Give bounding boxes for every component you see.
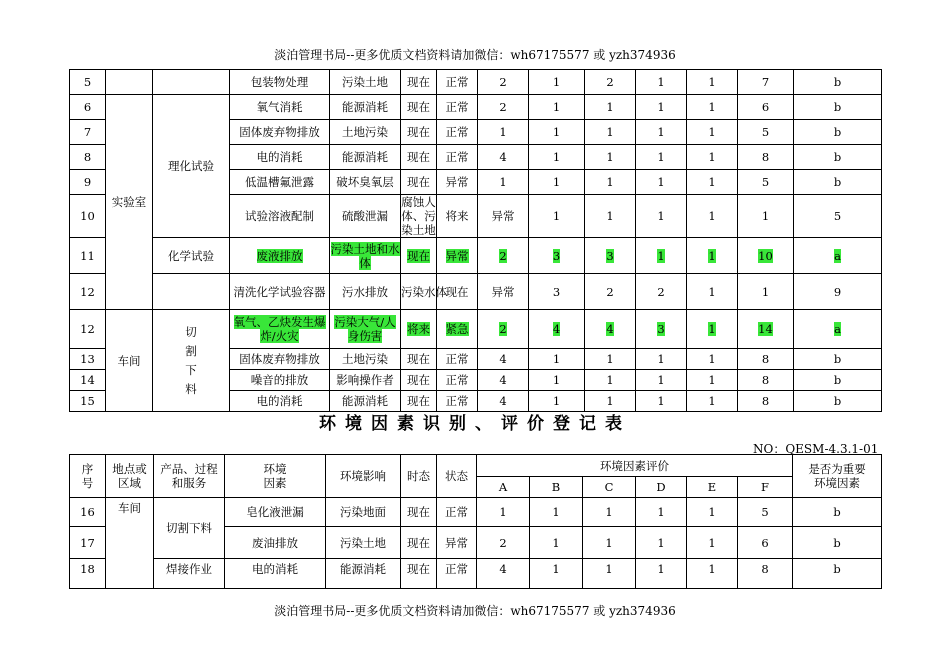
cell-impact xyxy=(330,310,401,349)
cell-b: 2 xyxy=(585,274,636,310)
cell-d: 1 xyxy=(636,527,687,559)
cell-d xyxy=(636,238,687,274)
cell-e: 1 xyxy=(687,145,738,170)
cell-f: 8 xyxy=(738,145,794,170)
cell-f: 6 xyxy=(738,95,794,120)
cell-impact: 土地污染 xyxy=(330,120,401,145)
cell-time: 现在 xyxy=(401,120,437,145)
cell-area-workshop: 车间 xyxy=(106,310,153,412)
cell-f: 5 xyxy=(794,195,882,238)
cell-no: 16 xyxy=(70,498,106,527)
header-col-f: F xyxy=(738,477,793,498)
highlight-text: 污染大气/人身伤害 xyxy=(334,315,396,343)
cell-b: 1 xyxy=(585,195,636,238)
cell-significant: b xyxy=(793,559,882,589)
highlight-text: 14 xyxy=(758,322,773,336)
cell-a: 4 xyxy=(478,145,529,170)
cell-f: 8 xyxy=(738,391,794,412)
cell-time: 将来 xyxy=(437,195,478,238)
cell-impact: 能源消耗 xyxy=(326,559,401,589)
cell-significant: b xyxy=(794,120,882,145)
cell-factor: 固体废弃物排放 xyxy=(230,349,330,370)
cell-process xyxy=(153,70,230,95)
cell-state: 异常 xyxy=(437,527,477,559)
cell-no: 10 xyxy=(70,195,106,238)
cell-a: 1 xyxy=(478,170,529,195)
cell-a: 1 xyxy=(529,195,585,238)
cell-state: 异常 xyxy=(437,170,478,195)
cell-f: 5 xyxy=(738,498,793,527)
cell-state: 正常 xyxy=(437,349,478,370)
table-row xyxy=(70,95,882,120)
header-col-e: E xyxy=(687,477,738,498)
header-area xyxy=(106,455,154,498)
cell-e: 1 xyxy=(687,170,738,195)
cell-impact: 污染土地 xyxy=(326,527,401,559)
highlight-text: 3 xyxy=(657,322,665,336)
cell-factor: 电的消耗 xyxy=(230,145,330,170)
cell-d: 1 xyxy=(636,349,687,370)
cell-c: 1 xyxy=(583,559,636,589)
process-char: 割 xyxy=(185,343,197,358)
cell-b: 1 xyxy=(530,498,583,527)
cell-state: 正常 xyxy=(437,498,477,527)
cell-impact: 污染地面 xyxy=(326,498,401,527)
highlight-text: 氧气、乙炔发生爆炸/火灾 xyxy=(233,315,326,343)
cell-impact: 腐蚀人体、污染土地 xyxy=(401,195,436,237)
process-char: 下 xyxy=(185,362,197,377)
cell-c xyxy=(585,310,636,349)
cell-process-physchem: 理化试验 xyxy=(153,95,230,238)
cell-e xyxy=(687,238,738,274)
cell-time: 现在 xyxy=(401,370,437,391)
highlight-text: a xyxy=(834,322,841,336)
cell-process-cutting xyxy=(153,310,230,412)
cell-e: 1 xyxy=(687,370,738,391)
header-impact: 环境影响 xyxy=(326,455,401,498)
highlight-text: 1 xyxy=(708,322,716,336)
header-text: 区域 xyxy=(118,476,141,490)
cell-factor: 硫酸泄漏 xyxy=(330,195,401,238)
cell-d: 1 xyxy=(636,559,687,589)
cell-no: 17 xyxy=(70,527,106,559)
cell-e: 1 xyxy=(687,70,738,95)
highlight-text: 污染土地和水体 xyxy=(330,241,400,270)
cell-c: 1 xyxy=(585,95,636,120)
highlight-text: 3 xyxy=(606,248,614,263)
cell-no: 14 xyxy=(70,370,106,391)
cell-no: 8 xyxy=(70,145,106,170)
cell-c: 1 xyxy=(585,120,636,145)
cell-area-workshop: 车间 xyxy=(106,498,154,589)
cell-factor: 噪音的排放 xyxy=(230,370,330,391)
highlight-text: 异常 xyxy=(445,248,469,263)
header-text: 是否为重要 xyxy=(808,462,866,476)
page-header-text: 淡泊管理书局--更多优质文档资料请加微信：wh67175577 或 yzh374936 xyxy=(274,48,676,62)
cell-time: 现在 xyxy=(401,527,437,559)
cell-d: 1 xyxy=(636,70,687,95)
cell-b: 1 xyxy=(530,527,583,559)
cell-f xyxy=(738,310,794,349)
header-text: 号 xyxy=(81,476,94,490)
cell-factor: 固体废弃物排放 xyxy=(230,120,330,145)
cell-area-lab: 实验室 xyxy=(106,95,153,310)
cell-f: 6 xyxy=(738,527,793,559)
header-text: 序 xyxy=(81,462,94,476)
cell-process: 清洗化学试验容器 xyxy=(230,274,330,310)
cell-b: 1 xyxy=(529,349,585,370)
table-row-highlighted xyxy=(70,238,882,274)
cell-state: 正常 xyxy=(437,559,477,589)
cell-state: 正常 xyxy=(437,145,478,170)
cell-significant: b xyxy=(794,370,882,391)
cell-time: 现在 xyxy=(401,70,437,95)
header-process xyxy=(154,455,225,498)
cell-significant: b xyxy=(793,498,882,527)
cell-a: 4 xyxy=(478,391,529,412)
table-row xyxy=(70,559,882,589)
cell-time: 现在 xyxy=(401,95,437,120)
header-col-d: D xyxy=(636,477,687,498)
cell-f: 8 xyxy=(738,349,794,370)
cell-state: 正常 xyxy=(437,95,478,120)
header-text: 环境 xyxy=(263,462,287,476)
header-text: 产品、过程 xyxy=(160,462,218,476)
table-row xyxy=(70,498,882,527)
highlight-text: 废液排放 xyxy=(256,248,303,263)
cell-a: 2 xyxy=(477,527,530,559)
cell-e: 1 xyxy=(687,498,738,527)
cell-impact xyxy=(330,238,401,274)
cell-impact: 能源消耗 xyxy=(330,145,401,170)
cell-no: 11 xyxy=(70,238,106,274)
cell-significant: b xyxy=(793,527,882,559)
cell-e: 1 xyxy=(687,349,738,370)
cell-e xyxy=(687,310,738,349)
cell-d: 1 xyxy=(636,370,687,391)
header-text: 环境因素 xyxy=(814,476,861,490)
form-title: 环境因素识别、评价登记表 xyxy=(319,414,631,434)
highlight-text: 1 xyxy=(708,248,716,263)
cell-state xyxy=(437,238,478,274)
cell-area xyxy=(153,274,230,310)
cell-f xyxy=(738,238,794,274)
process-char: 切 xyxy=(185,324,197,339)
header-state: 状态 xyxy=(437,455,477,498)
cell-a: 4 xyxy=(478,370,529,391)
cell-factor: 低温槽氟泄露 xyxy=(230,170,330,195)
cell-impact: 污染土地 xyxy=(330,70,401,95)
cell-state: 正常 xyxy=(437,70,478,95)
cell-f: 8 xyxy=(738,559,793,589)
cell-f: 5 xyxy=(738,120,794,145)
table-row-highlighted xyxy=(70,310,882,349)
cell-state: 正常 xyxy=(437,391,478,412)
header-text: 和服务 xyxy=(171,476,207,490)
cell-b: 1 xyxy=(529,170,585,195)
cell-significant xyxy=(794,238,882,274)
cell-factor: 氧气消耗 xyxy=(230,95,330,120)
cell-factor: 电的消耗 xyxy=(225,559,326,589)
highlight-text: a xyxy=(834,248,841,263)
cell-significant: b xyxy=(794,349,882,370)
cell-b: 1 xyxy=(529,145,585,170)
cell-c: 2 xyxy=(585,70,636,95)
header-evaluation: 环境因素评价 xyxy=(477,455,793,477)
cell-d: 1 xyxy=(636,170,687,195)
cell-impact: 能源消耗 xyxy=(330,391,401,412)
cell-a xyxy=(478,238,529,274)
cell-d: 1 xyxy=(636,95,687,120)
header-no xyxy=(70,455,106,498)
cell-c: 1 xyxy=(585,170,636,195)
cell-a: 3 xyxy=(529,274,585,310)
cell-a: 2 xyxy=(478,95,529,120)
cell-time: 现在 xyxy=(401,145,437,170)
cell-factor: 电的消耗 xyxy=(230,391,330,412)
cell-significant: b xyxy=(794,170,882,195)
highlight-text: 4 xyxy=(606,322,614,336)
cell-f: 5 xyxy=(738,170,794,195)
cell-e: 1 xyxy=(687,559,738,589)
cell-no: 9 xyxy=(70,170,106,195)
cell-d xyxy=(636,310,687,349)
cell-b: 1 xyxy=(529,70,585,95)
cell-d: 1 xyxy=(636,120,687,145)
cell-impact: 影响操作者 xyxy=(330,370,401,391)
cell-a: 1 xyxy=(478,120,529,145)
table-row xyxy=(70,274,882,310)
cell-no: 15 xyxy=(70,391,106,412)
cell-time: 现在 xyxy=(401,559,437,589)
cell-factor xyxy=(230,310,330,349)
cell-c xyxy=(585,238,636,274)
cell-f: 8 xyxy=(738,370,794,391)
header-col-b: B xyxy=(530,477,583,498)
table-header-row xyxy=(70,455,882,477)
cell-no: 12 xyxy=(70,274,106,310)
header-col-a: A xyxy=(477,477,530,498)
cell-impact: 土地污染 xyxy=(330,349,401,370)
cell-area xyxy=(106,70,153,95)
cell-significant: b xyxy=(794,145,882,170)
highlight-text: 将来 xyxy=(407,322,430,336)
table-row xyxy=(70,70,882,95)
highlight-text: 紧急 xyxy=(445,322,469,336)
highlight-text: 1 xyxy=(657,248,665,263)
highlight-text: 3 xyxy=(552,248,561,263)
highlight-text: 4 xyxy=(552,322,561,336)
cell-time xyxy=(401,238,437,274)
cell-time: 现在 xyxy=(401,170,437,195)
cell-process: 化学试验 xyxy=(153,238,230,274)
page-footer-text: 淡泊管理书局--更多优质文档资料请加微信：wh67175577 或 yzh374936 xyxy=(274,604,676,618)
cell-time: 现在 xyxy=(437,274,478,310)
cell-significant: b xyxy=(794,70,882,95)
cell-time: 现在 xyxy=(401,391,437,412)
cell-impact: 污染水体 xyxy=(401,274,437,310)
cell-d: 1 xyxy=(636,145,687,170)
cell-a: 4 xyxy=(477,559,530,589)
cell-d: 1 xyxy=(636,498,687,527)
header-text: 地点或 xyxy=(112,462,147,476)
cell-factor: 皂化液泄漏 xyxy=(225,498,326,527)
cell-f: 9 xyxy=(794,274,882,310)
cell-state xyxy=(437,310,478,349)
cell-c: 1 xyxy=(585,391,636,412)
header-significant xyxy=(793,455,882,498)
cell-e: 1 xyxy=(687,120,738,145)
cell-c: 1 xyxy=(636,195,687,238)
cell-significant xyxy=(794,310,882,349)
cell-b xyxy=(529,310,585,349)
env-factor-register-table xyxy=(69,454,882,589)
cell-d: 1 xyxy=(687,274,738,310)
header-factor xyxy=(225,455,326,498)
cell-a: 4 xyxy=(478,349,529,370)
cell-no: 7 xyxy=(70,120,106,145)
cell-d: 1 xyxy=(687,195,738,238)
cell-state: 正常 xyxy=(437,120,478,145)
cell-time: 现在 xyxy=(401,498,437,527)
cell-significant: b xyxy=(794,391,882,412)
cell-no: 6 xyxy=(70,95,106,120)
cell-e: 1 xyxy=(687,527,738,559)
cell-no: 13 xyxy=(70,349,106,370)
cell-factor xyxy=(230,238,330,274)
cell-factor: 污水排放 xyxy=(330,274,401,310)
cell-c: 1 xyxy=(583,498,636,527)
cell-impact: 破坏臭氧层 xyxy=(330,170,401,195)
highlight-text: 2 xyxy=(499,248,507,263)
cell-b: 1 xyxy=(530,559,583,589)
cell-b: 1 xyxy=(529,120,585,145)
cell-b: 1 xyxy=(529,370,585,391)
cell-f: 7 xyxy=(738,70,794,95)
cell-factor: 包装物处理 xyxy=(230,70,330,95)
cell-no: 12 xyxy=(70,310,106,349)
cell-e: 1 xyxy=(687,95,738,120)
cell-time: 现在 xyxy=(401,349,437,370)
cell-process: 切割下料 xyxy=(154,498,225,559)
cell-a: 2 xyxy=(478,70,529,95)
cell-d: 1 xyxy=(636,391,687,412)
cell-significant: b xyxy=(794,95,882,120)
cell-c: 1 xyxy=(585,145,636,170)
cell-b: 1 xyxy=(529,95,585,120)
cell-b xyxy=(529,238,585,274)
cell-process: 试验溶液配制 xyxy=(230,195,330,238)
cell-time xyxy=(401,310,437,349)
cell-no: 18 xyxy=(70,559,106,589)
header-text: 因素 xyxy=(263,476,287,490)
cell-c: 2 xyxy=(636,274,687,310)
highlight-text: 现在 xyxy=(407,248,430,263)
cell-b: 1 xyxy=(529,391,585,412)
cell-factor: 废油排放 xyxy=(225,527,326,559)
cell-e: 1 xyxy=(738,195,794,238)
cell-c: 1 xyxy=(585,370,636,391)
cell-e: 1 xyxy=(738,274,794,310)
header-time: 时态 xyxy=(401,455,437,498)
document-number: NO：QESM-4.3.1-01 xyxy=(753,442,879,456)
cell-no: 5 xyxy=(70,70,106,95)
cell-state: 异常 xyxy=(478,274,529,310)
cell-c: 1 xyxy=(583,527,636,559)
cell-impact: 能源消耗 xyxy=(330,95,401,120)
highlight-text: 2 xyxy=(499,322,507,336)
process-char: 料 xyxy=(185,381,197,396)
cell-c: 1 xyxy=(585,349,636,370)
cell-process: 焊接作业 xyxy=(154,559,225,589)
cell-a: 1 xyxy=(477,498,530,527)
cell-a xyxy=(478,310,529,349)
cell-e: 1 xyxy=(687,391,738,412)
cell-state: 异常 xyxy=(478,195,529,238)
header-col-c: C xyxy=(583,477,636,498)
highlight-text: 10 xyxy=(758,248,773,263)
cell-state: 正常 xyxy=(437,370,478,391)
env-factor-table-continued xyxy=(69,69,882,412)
